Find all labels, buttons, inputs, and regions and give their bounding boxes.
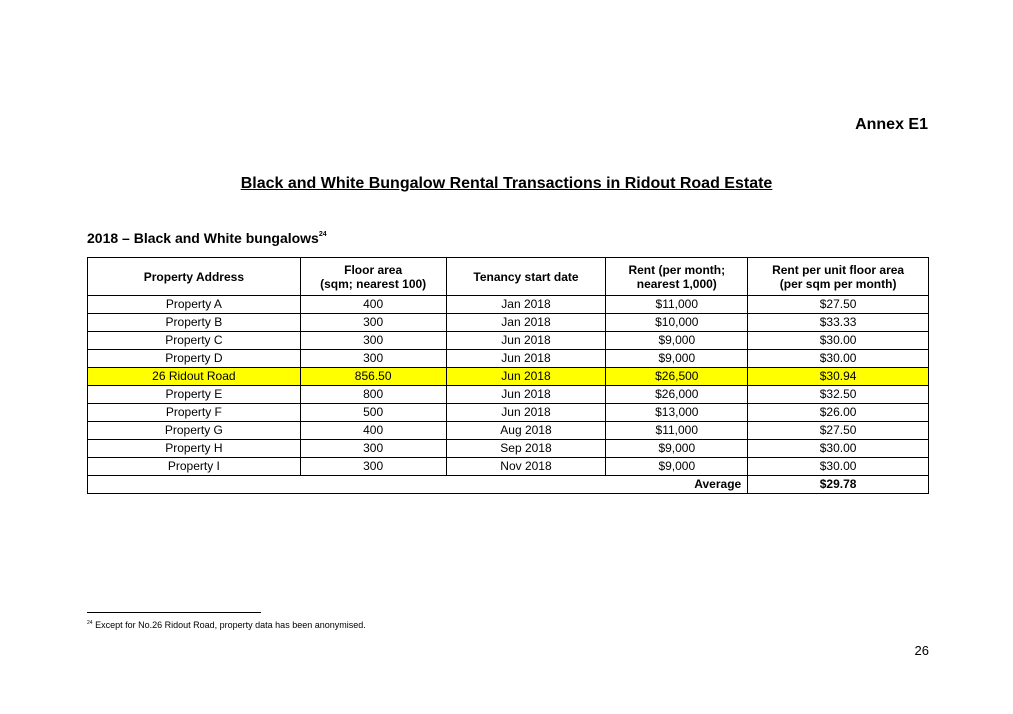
cell-start: Jun 2018 [446, 404, 606, 422]
cell-rent: $26,000 [606, 386, 748, 404]
cell-rent: $13,000 [606, 404, 748, 422]
cell-rent-per-sqm: $30.00 [748, 332, 929, 350]
table-header-row [88, 258, 929, 296]
cell-address: Property G [88, 422, 301, 440]
cell-area: 500 [300, 404, 446, 422]
average-label: Average [88, 476, 748, 494]
footnote-reference: 24 [318, 231, 327, 239]
table-row [88, 296, 929, 314]
table-row-highlighted [88, 368, 929, 386]
cell-rent: $11,000 [606, 422, 748, 440]
rental-transactions-table [87, 257, 929, 494]
header-tenancy-start-date: Tenancy start date [446, 258, 606, 296]
cell-area: 300 [300, 440, 446, 458]
annex-label: Annex E1 [855, 116, 928, 133]
cell-address: Property A [88, 296, 301, 314]
cell-area: 300 [300, 350, 446, 368]
cell-address: Property C [88, 332, 301, 350]
cell-rent: $11,000 [606, 296, 748, 314]
average-value: $29.78 [748, 476, 929, 494]
cell-rent-per-sqm: $30.00 [748, 440, 929, 458]
cell-rent-per-sqm: $27.50 [748, 422, 929, 440]
cell-area: 400 [300, 296, 446, 314]
cell-address: Property H [88, 440, 301, 458]
footnote-divider [87, 612, 261, 613]
header-floor-area: Floor area (sqm; nearest 100) [300, 258, 446, 296]
table-row [88, 350, 929, 368]
cell-rent-per-sqm: $30.00 [748, 350, 929, 368]
cell-area: 300 [300, 458, 446, 476]
footnote-text: Except for No.26 Ridout Road, property data has been anonymised. [95, 620, 366, 630]
cell-address: Property E [88, 386, 301, 404]
cell-rent-per-sqm: $30.00 [748, 458, 929, 476]
page-number: 26 [914, 643, 929, 658]
cell-start: Jan 2018 [446, 296, 606, 314]
table-row [88, 440, 929, 458]
page-title: Black and White Bungalow Rental Transactions in Ridout Road Estate [240, 175, 773, 192]
cell-start: Jan 2018 [446, 314, 606, 332]
cell-start: Jun 2018 [446, 350, 606, 368]
cell-rent-per-sqm: $30.94 [748, 368, 929, 386]
cell-address: Property I [88, 458, 301, 476]
cell-area: 856.50 [300, 368, 446, 386]
cell-rent-per-sqm: $32.50 [748, 386, 929, 404]
cell-address: Property F [88, 404, 301, 422]
section-heading-text: 2018 – Black and White bungalows [87, 230, 319, 246]
cell-area: 400 [300, 422, 446, 440]
cell-start: Jun 2018 [446, 386, 606, 404]
cell-rent: $9,000 [606, 332, 748, 350]
table-row [88, 314, 929, 332]
cell-rent: $9,000 [606, 440, 748, 458]
cell-rent-per-sqm: $26.00 [748, 404, 929, 422]
cell-address: Property B [88, 314, 301, 332]
table-average-row [88, 476, 929, 494]
header-rent: Rent (per month; nearest 1,000) [606, 258, 748, 296]
footnote-number: 24 [87, 620, 93, 626]
cell-start: Aug 2018 [446, 422, 606, 440]
cell-rent: $9,000 [606, 458, 748, 476]
cell-rent-per-sqm: $33.33 [748, 314, 929, 332]
cell-area: 800 [300, 386, 446, 404]
table-row [88, 332, 929, 350]
header-rent-per-unit-area: Rent per unit floor area (per sqm per month) [748, 258, 929, 296]
cell-rent: $9,000 [606, 350, 748, 368]
cell-rent-per-sqm: $27.50 [748, 296, 929, 314]
section-heading [87, 230, 327, 246]
cell-rent: $26,500 [606, 368, 748, 386]
cell-address: Property D [88, 350, 301, 368]
footnote [87, 620, 366, 630]
table-row [88, 458, 929, 476]
header-property-address: Property Address [88, 258, 301, 296]
table-row [88, 422, 929, 440]
cell-area: 300 [300, 314, 446, 332]
cell-area: 300 [300, 332, 446, 350]
cell-start: Sep 2018 [446, 440, 606, 458]
cell-address: 26 Ridout Road [88, 368, 301, 386]
cell-start: Jun 2018 [446, 368, 606, 386]
table-row [88, 404, 929, 422]
cell-start: Nov 2018 [446, 458, 606, 476]
table-row [88, 386, 929, 404]
cell-start: Jun 2018 [446, 332, 606, 350]
cell-rent: $10,000 [606, 314, 748, 332]
